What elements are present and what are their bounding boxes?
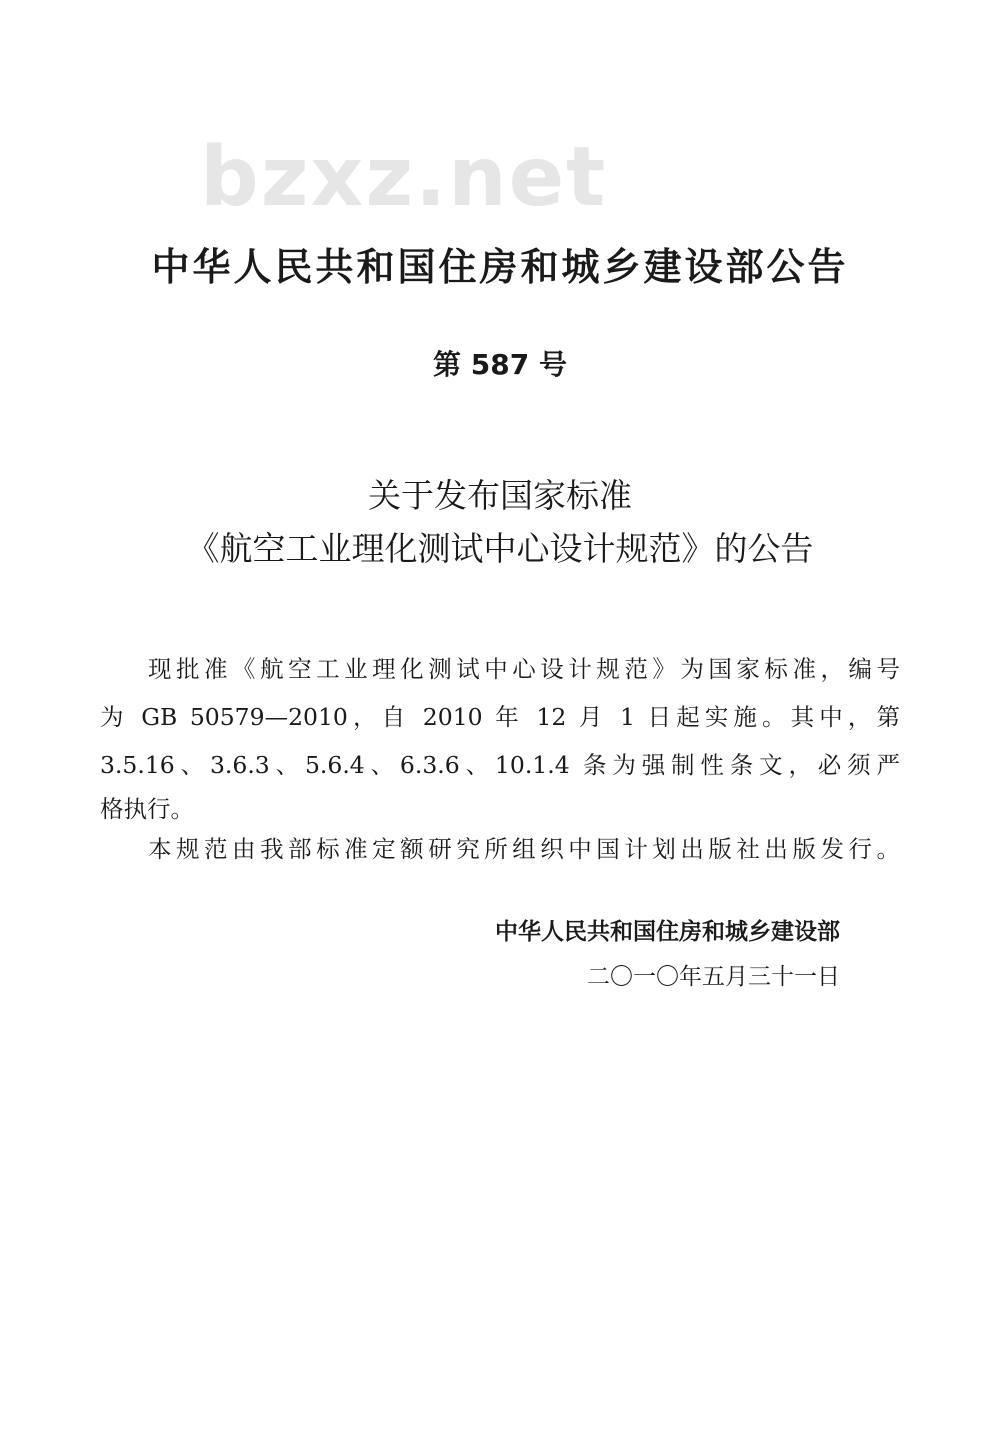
page-title: 中华人民共和国住房和城乡建设部公告 (151, 245, 849, 289)
paragraph-1-line-1: 现批准《航空工业理化测试中心设计规范》为国家标准，编号 (148, 655, 900, 683)
paragraph-1-line-3: 3.5.16、3.6.3、5.6.4、6.3.6、10.1.4 条为强制性条文，必须严 (100, 751, 900, 779)
watermark: bzxz.net (200, 130, 608, 225)
paragraph-2-line-1: 本规范由我部标准定额研究所组织中国计划出版社出版发行。 (148, 835, 900, 863)
paragraph-1-line-2: 为 GB 50579—2010，自 2010 年 12 月 1 日起实施。其中，第 (100, 703, 900, 731)
signature-date: 二〇一〇年五月三十一日 (587, 964, 840, 990)
signature-organization: 中华人民共和国住房和城乡建设部 (495, 919, 840, 945)
announcement-number: 第 587 号 (433, 348, 567, 381)
subtitle-line-1: 关于发布国家标准 (368, 476, 632, 515)
paragraph-1-line-4: 格执行。 (100, 795, 194, 823)
subtitle-line-2: 《航空工业理化测试中心设计规范》的公告 (186, 529, 814, 568)
